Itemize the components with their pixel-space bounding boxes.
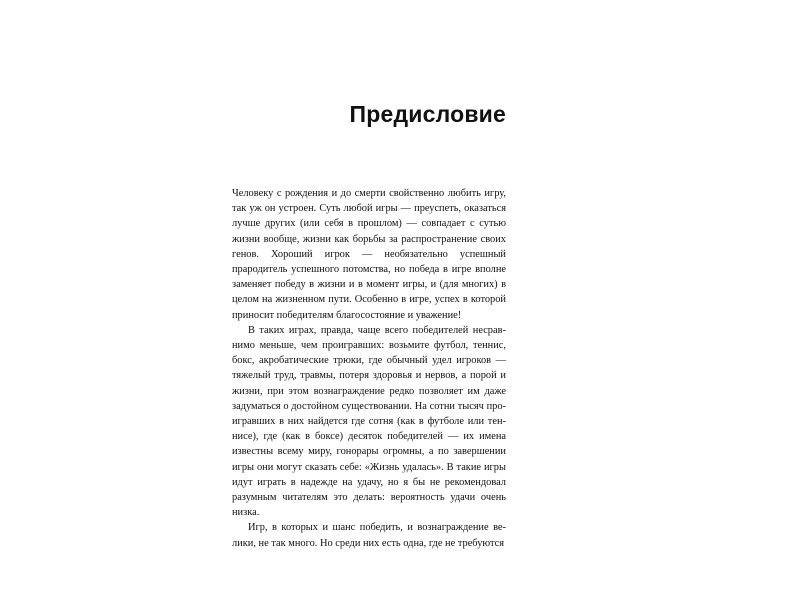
paragraph-3: Игр, в которых и шанс победить, и вознаграждение велики, не так много. Но среди них есть одна, где не требуются — [232, 522, 506, 549]
paragraph-2: В таких играх, правда, чаще всего победителей несравнимо меньше, чем проигравших: возьмите футбол, теннис, бокс, акробатические трюки, где обычный удел игроков — тяжелый труд, травмы, потеря здоровья и нервов, а порой и жизни, при этом вознаграждение редко позволяет им даже задуматься о достойном существовании. На сотни тысяч проигравших в них найдется где сотня (как в футболе или теннисе), где (как в боксе) десяток победителей — их имена известны всему миру, гонорары огромны, а по завершении игры они могут сказать себе: «Жизнь удалась». В такие игры идут играть в надежде на удачу, но я бы не рекомендовал разумным читателям это делать: вероятность удачи очень низка. — [232, 324, 506, 519]
paragraph-1: Человеку с рождения и до смерти свойственно любить игру, так уж он устроен. Суть любой игры — преуспеть, оказаться лучше других (или себя в прошлом) — совпадает с сутью жизни вообще, жизни как борьбы за распространение своих генов. Хороший игрок — необязательно успешный прародитель успешного потомства, но победа в игре вполне заменяет победу в жизни и в момент игры, и (для многих) в целом на жизненном пути. Особенно в игре, успех в которой приносит победителям благосостояние и уважение! — [232, 188, 506, 321]
chapter-title: Предисловие — [349, 101, 506, 127]
body-text — [232, 186, 506, 551]
